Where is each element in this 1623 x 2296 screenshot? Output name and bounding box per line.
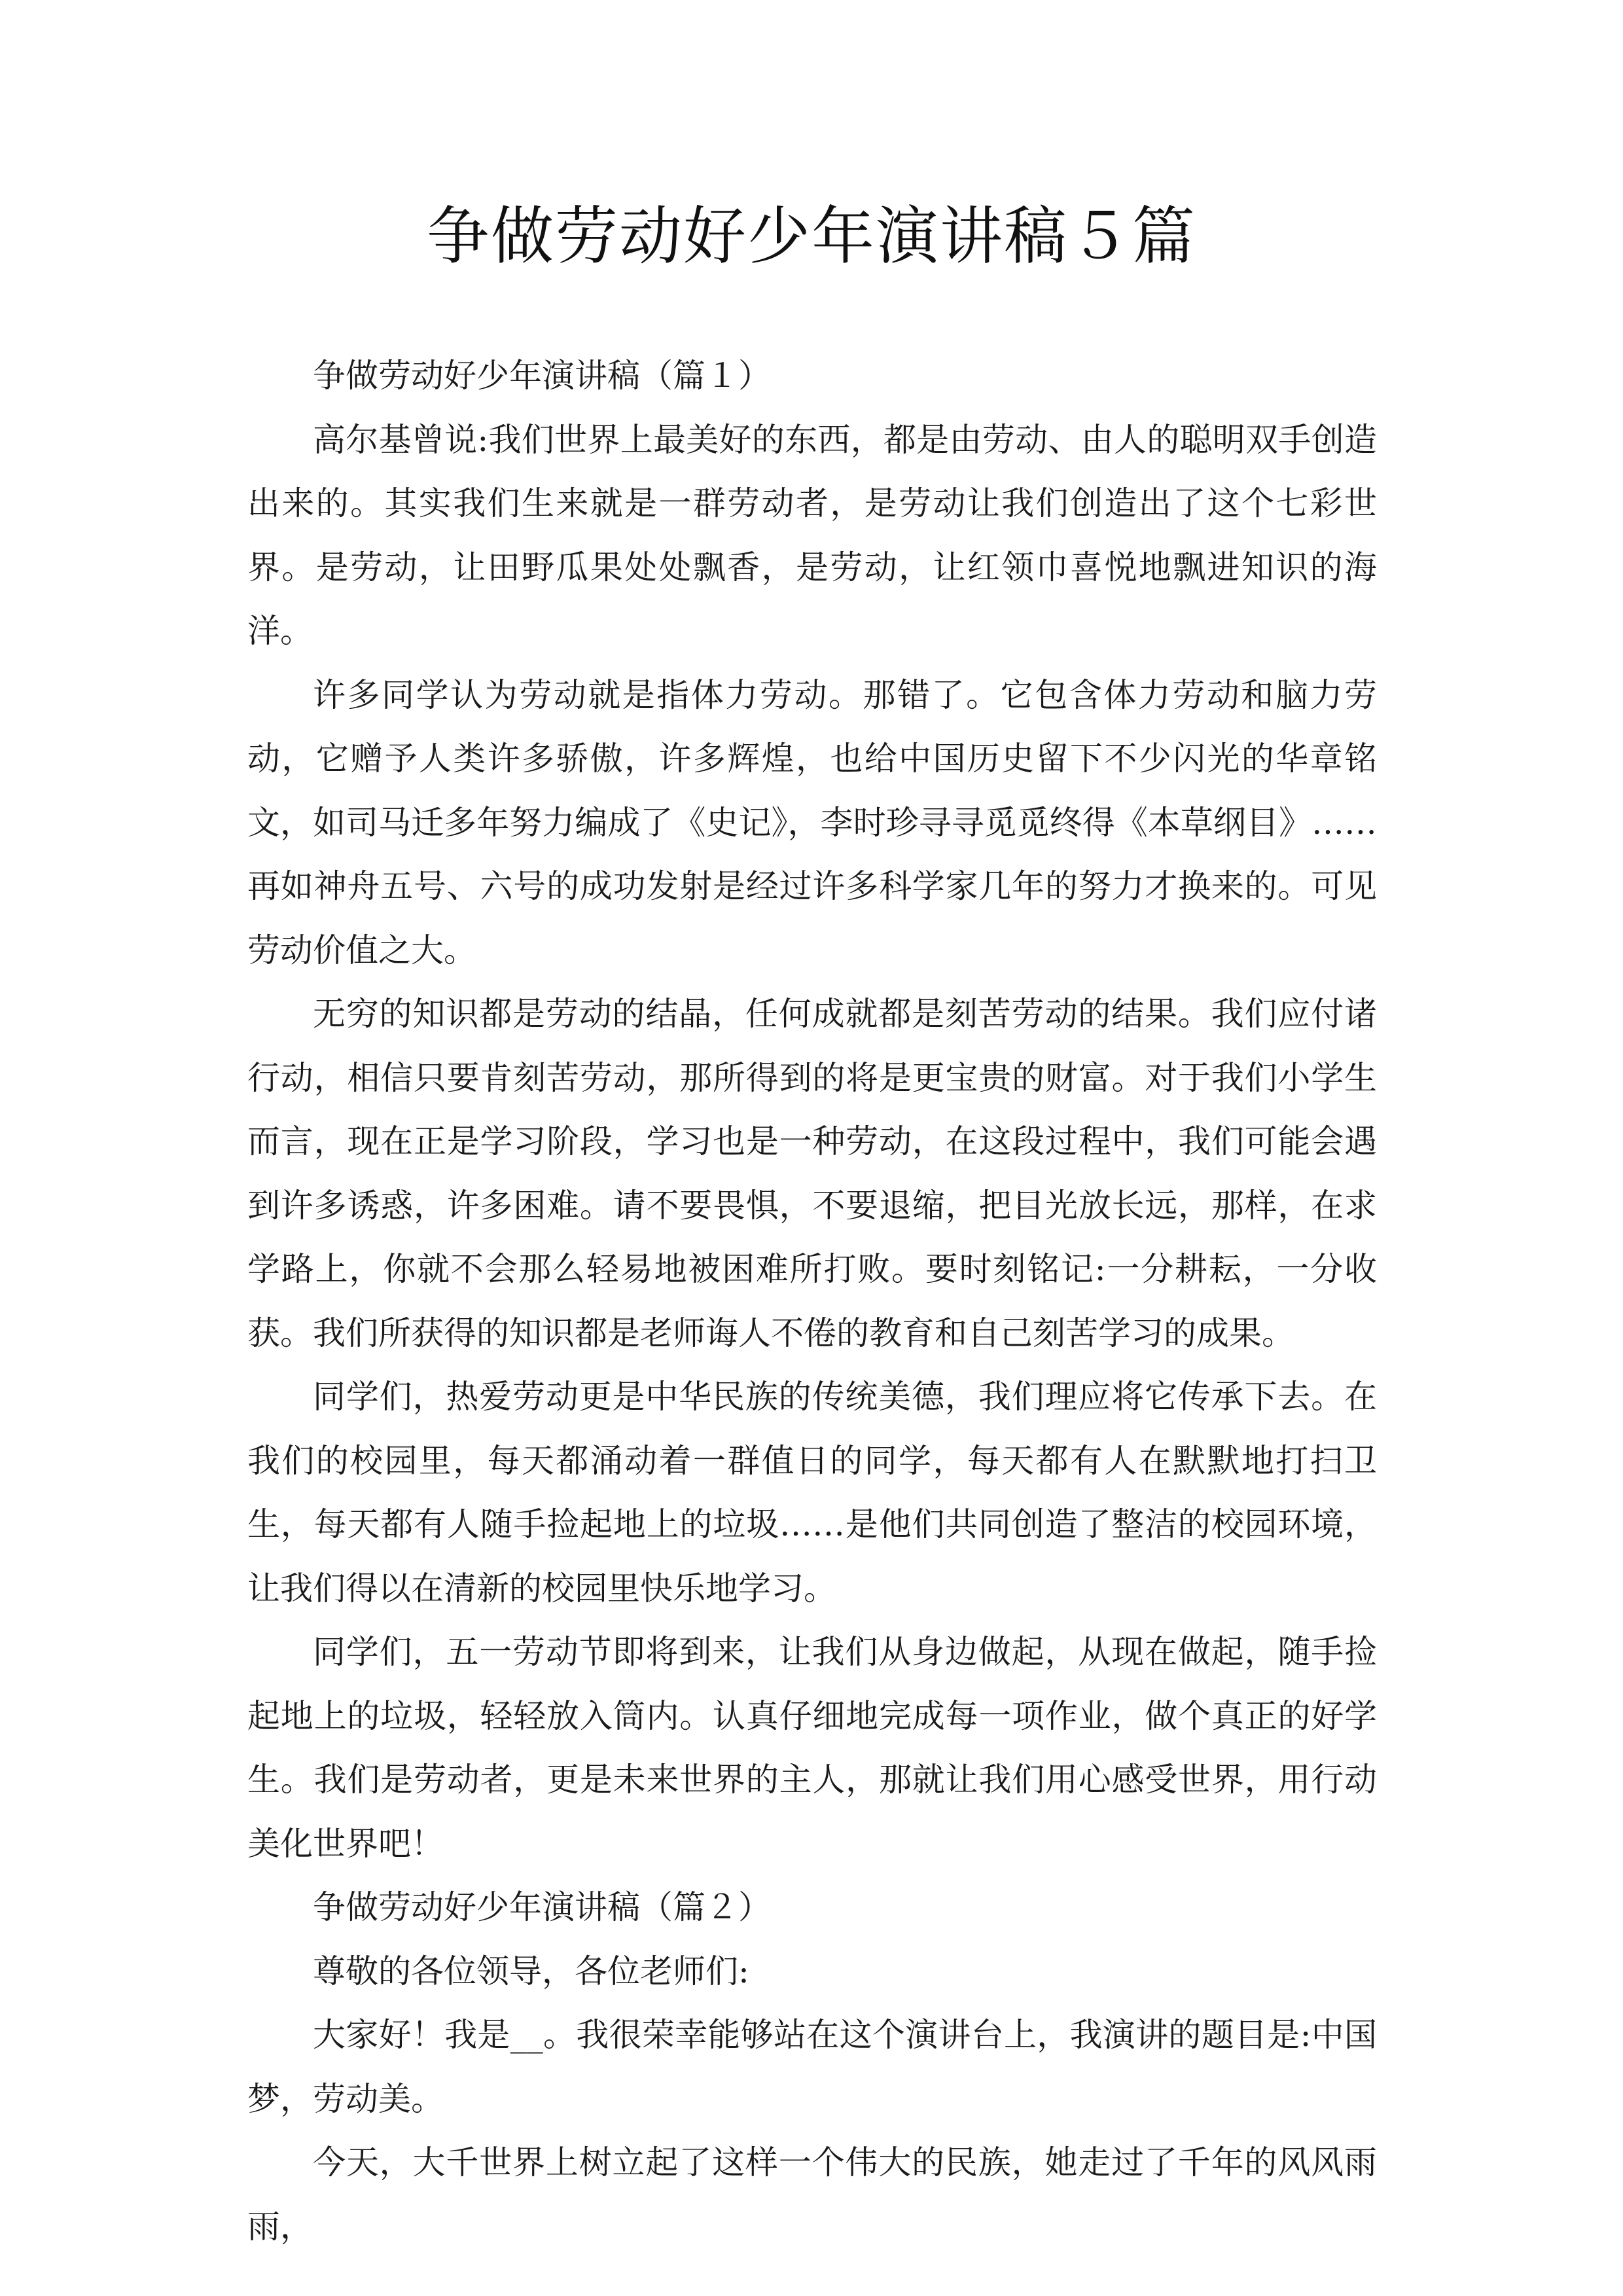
section-heading-2: 争做劳动好少年演讲稿（篇２） [313, 1888, 771, 1926]
paragraph: 高尔基曾说:我们世界上最美好的东西，都是由劳动、由人的聪明双手创造出来的。其实我们生来就是一群劳动者，是劳动让我们创造出了这个七彩世界。是劳动，让田野瓜果处处飘香，是劳动，让红领巾喜悦地飘进知识的海洋。 [247, 420, 1377, 650]
paragraph: 同学们，五一劳动节即将到来，让我们从身边做起，从现在做起，随手捡起地上的垃圾，轻轻放入筒内。认真仔细地完成每一项作业，做个真正的好学生。我们是劳动者，更是未来世界的主人，那就让我们用心感受世界，用行动美化世界吧！ [247, 1633, 1377, 1863]
paragraph: 无穷的知识都是劳动的结晶，任何成就都是刻苦劳动的结果。我们应付诸行动，相信只要肯刻苦劳动，那所得到的将是更宝贵的财富。对于我们小学生而言，现在正是学习阶段，学习也是一种劳动，在这段过程中，我们可能会遇到许多诱惑，许多困难。请不要畏惧，不要退缩，把目光放长远，那样，在求学路上，你就不会那么轻易地被困难所打败。要时刻铭记:一分耕耘，一分收获。我们所获得的知识都是老师诲人不倦的教育和自己刻苦学习的成果。 [247, 995, 1377, 1352]
paragraph: 今天，大千世界上树立起了这样一个伟大的民族，她走过了千年的风风雨雨， [247, 2144, 1377, 2246]
document-body [247, 344, 1377, 2259]
paragraph: 许多同学认为劳动就是指体力劳动。那错了。它包含体力劳动和脑力劳动，它赠予人类许多骄傲，许多辉煌，也给中国历史留下不少闪光的华章铭文，如司马迁多年努力编成了《史记》，李时珍寻寻觅觅终得《本草纲目》……再如神舟五号、六号的成功发射是经过许多科学家几年的努力才换来的。可见劳动价值之大。 [247, 675, 1377, 969]
salutation: 尊敬的各位领导，各位老师们: [313, 1952, 749, 1990]
section-heading-1: 争做劳动好少年演讲稿（篇１） [313, 357, 771, 395]
paragraph: 同学们，热爱劳动更是中华民族的传统美德，我们理应将它传承下去。在我们的校园里，每天都涌动着一群值日的同学，每天都有人在默默地打扫卫生，每天都有人随手捡起地上的垃圾……是他们共同创造了整洁的校园环境，让我们得以在清新的校园里快乐地学习。 [247, 1378, 1377, 1607]
document-title: 争做劳动好少年演讲稿５篇 [427, 200, 1196, 273]
paragraph: 大家好！我是__。我很荣幸能够站在这个演讲台上，我演讲的题目是:中国梦，劳动美。 [247, 2016, 1377, 2118]
